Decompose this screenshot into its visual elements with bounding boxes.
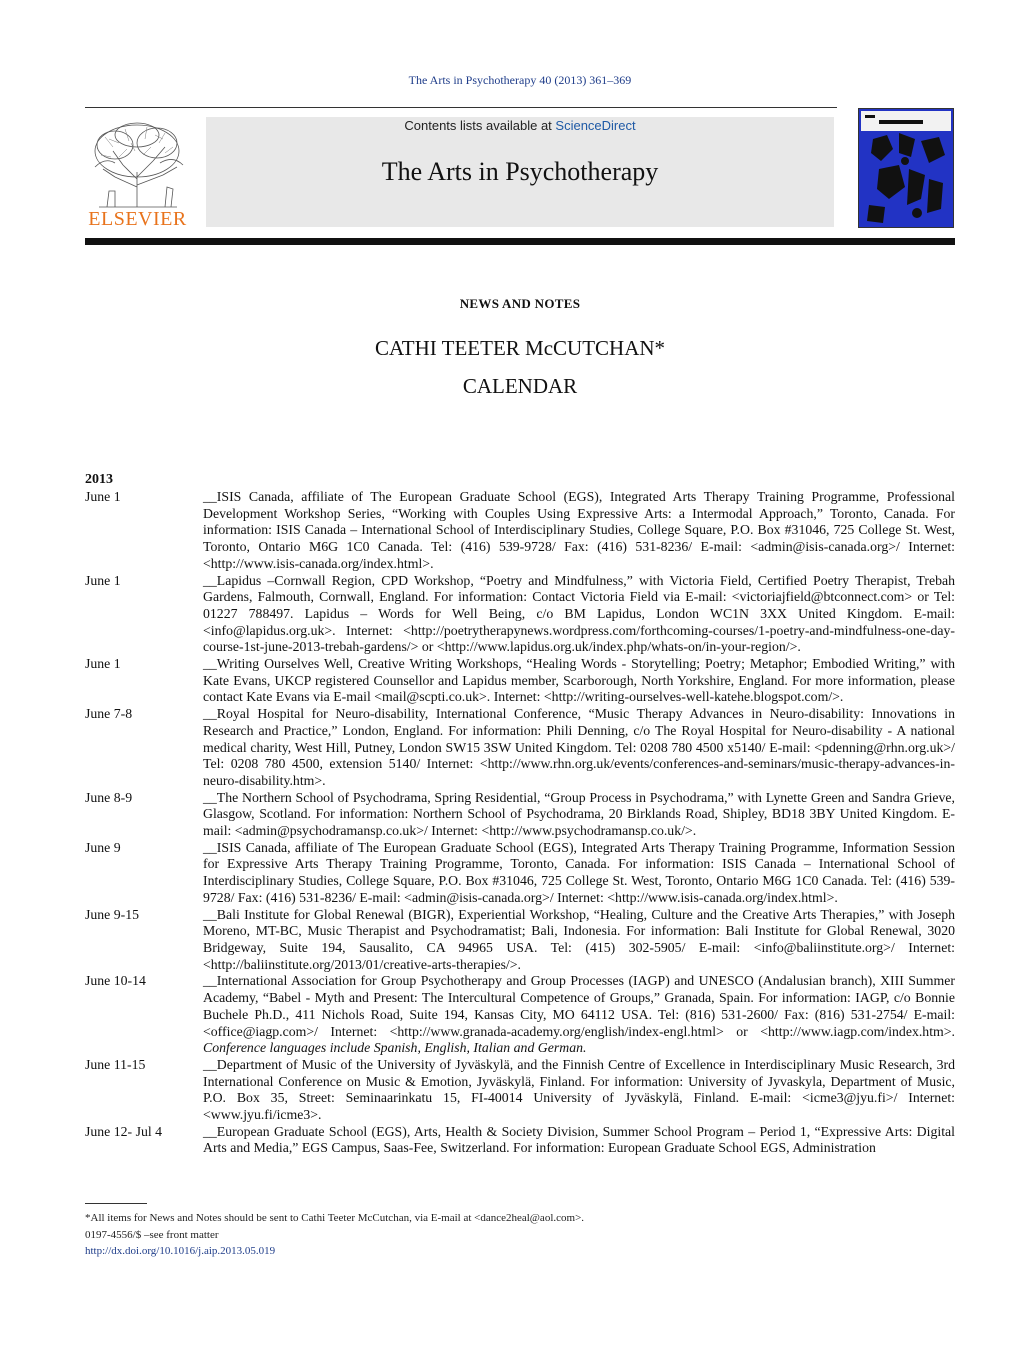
entry-note: Conference languages include Spanish, English, Italian and German. — [203, 1040, 587, 1056]
contents-line — [206, 118, 834, 133]
header-rule — [85, 107, 837, 108]
contents-prefix: Contents lists available at — [404, 118, 556, 133]
entry-date: June 11-15 — [85, 1056, 146, 1072]
calendar-entries — [85, 489, 955, 1157]
entry-text: __Royal Hospital for Neuro-disability, International Conference, “Music Therapy Advances in Neuro-disability: Innovations in Research and Practice,” London, England. For information: Phili Denning, c/o The Royal Hospital for Neuro-disability - A national medical charity, West Hill, Putney, London SW15 3SW United Kingdom. Tel: 0208 780 4500 x5140/ E-mail: <pdenning@rhn.org.uk>/ Tel: 0208 780 4500, extension 5140/ Internet: <http://www.rhn.org.uk/events/conferences-and-seminars/music-therapy-advances-in-neuro-disability.htm>. — [203, 706, 955, 788]
entry-text: __Writing Ourselves Well, Creative Writing Workshops, “Healing Words - Storytelling; Poetry; Metaphor; Embodied Writing,” with Kate Evans, UKCP registered Counsellor and Lapidus member, Scarborough, North Yorkshire, England. For more information, please contact Kate Evans via E-mail <mail@scpti.co.uk>. Internet: <http://writing-ourselves-well-katehe.blogspot.com/>. — [203, 656, 955, 705]
article-author: CATHI TEETER McCUTCHAN* — [374, 336, 666, 360]
entry-date: June 7-8 — [85, 706, 133, 722]
entry-text: __Lapidus –Cornwall Region, CPD Workshop, “Poetry and Mindfulness,” with Victoria Field, Certified Poetry Therapist, Trebah Gardens, Falmouth, Cornwall, England. For information: Contact Victoria Field via E-mail: <victoriajfield@btconnect.com> or Tel: 01227 788497. Lapidus – Words for Well Being, c/o BM Lapidus, London WC1N 3XX United Kingdom. E-mail: <info@lapidus.org.uk>. Internet: <http://poetrytherapynews.wordpress.com/forthcoming-courses/1-poetry-and-mindfulness-one-day-course-1st-june-2013-trebah-gardens/> or <http://www.lapidus.org.uk/index.php/whats-on/in-your-region/>. — [203, 572, 955, 655]
doi-link[interactable]: http://dx.doi.org/10.1016/j.aip.2013.05.019 — [85, 1245, 276, 1257]
entry-text — [203, 973, 955, 1057]
entry-text: __ISIS Canada, affiliate of The European Graduate School (EGS), Integrated Arts Therapy Training Programme, Information Session for Expressive Arts Therapy Training Programme, Toronto, Canada. For information: ISIS Canada – International School of Interdisciplinary Studies, College Square, P.O. Box #31046, 725 College St. West, Toronto, Ontario M6G 1C0 Canada. Tel: (416) 539-9728/ Fax: (416) 531-8236/ E-mail: <admin@isis-canada.org>/ Internet: <http://www.isis-canada.org/index.html>. — [203, 839, 955, 905]
entry-text: __The Northern School of Psychodrama, Spring Residential, “Group Process in Psychodrama,” with Lynette Green and Sandra Grieve, Glasgow, Scotland. For information: Northern School of Psychodrama, 20 Birklands Road, Shipley, BD18 3BY United Kingdom. E-mail: <admin@psychodramansp.co.uk>/ Internet: <http://www.psychodramansp.co.uk/>. — [203, 789, 955, 839]
calendar-year: 2013 — [85, 472, 113, 487]
calendar-entry — [85, 573, 955, 657]
journal-title: The Arts in Psychotherapy — [381, 157, 659, 186]
entry-date: June 1 — [85, 489, 121, 504]
calendar-entry — [85, 907, 955, 974]
entry-text: __ISIS Canada, affiliate of The European Graduate School (EGS), Integrated Arts Therapy Training Programme, Professional Development Workshop Series, “Working with Couples Using Expressive Arts: a Intermodal Approach,” Toronto, Canada. For information: ISIS Canada – International School of Interdisciplinary Studies, College Square, P.O. Box #31046, 725 College St. West, Toronto, Ontario M6G 1C0 Canada. Tel: (416) 539-9728/ Fax: (416) 531-8236/ E-mail: <admin@isis-canada.org>/ Internet: <http://www.isis-canada.org/index.html>. — [203, 489, 955, 571]
publisher-logo-text: ELSEVIER — [88, 208, 187, 230]
article-title: CALENDAR — [462, 374, 578, 398]
journal-reference[interactable]: The Arts in Psychotherapy 40 (2013) 361–369 — [408, 73, 632, 87]
calendar-entry — [85, 706, 955, 790]
journal-cover-image — [858, 108, 954, 228]
calendar-entry — [85, 1124, 955, 1157]
entry-date: June 10-14 — [85, 973, 146, 989]
entry-date: June 9-15 — [85, 906, 140, 922]
entry-text: __Bali Institute for Global Renewal (BIGR), Experiential Workshop, “Healing, Culture and the Creative Arts Therapies,” with Joseph Moreno, MT-BC, Music Therapist and Psychodramatist; Bali, Indonesia. For information: Bali Institute for Global Renewal, 3020 Bridgeway, Suite 194, Sausalito, CA 94965 USA. Tel: (415) 302-5905/ E-mail: <info@baliinstitute.org>/ Internet: <http://baliinstitute.org/2013/01/creative-arts-therapies/>. — [203, 906, 955, 972]
calendar-entry — [85, 1057, 955, 1124]
entry-date: June 8-9 — [85, 789, 133, 805]
entry-date: June 1 — [85, 656, 121, 672]
calendar-entry — [85, 790, 955, 840]
header-divider — [85, 238, 955, 245]
entry-text: __Department of Music of the University of Jyväskylä, and the Finnish Centre of Excellence in Interdisciplinary Music Research, 3rd International Conference on Music & Emotion, Jyväskylä, Finland. For information: University of Jyvaskyla, Department of Music, P.O. Box 35, Street: Seminaarinkatu 15, FI-40014 University of Jyväskylä, Finland. E-mail: <icme3@jyu.fi>/ Internet: <www.jyu.fi/icme3>. — [203, 1056, 955, 1123]
calendar-entry — [85, 656, 955, 706]
sciencedirect-link[interactable]: ScienceDirect — [555, 118, 636, 133]
footnote-issn: 0197-4556/$ –see front matter — [85, 1229, 219, 1241]
section-heading: NEWS AND NOTES — [459, 296, 581, 311]
footnote-rule — [85, 1203, 147, 1204]
calendar-entry — [85, 840, 955, 907]
footnote-contact: *All items for News and Notes should be sent to Cathi Teeter McCutchan, via E-mail at <dance2heal@aol.com>. — [85, 1212, 585, 1224]
entry-date: June 12- Jul 4 — [85, 1123, 163, 1139]
entry-body: __International Association for Group Psychotherapy and Group Processes (IAGP) and UNESCO (Andalusian branch), XIII Summer Academy, “Babel - Myth and Present: The Intercultural Competence of Groups,” Granada, Spain. For information: IAGP, c/o Bonnie Buchele Ph.D., 411 Nichols Road, Suite 194, Kansas City, MO 64112 USA. Tel: (816) 531-2600/ Fax: (816) 531-2754/ E-mail: <office@iagp.com>/ Internet: <http://www.granada-academy.org/english/index-engl.html> or <http://www.iagp.com/index.htm>. — [203, 973, 955, 1039]
calendar-entry — [85, 489, 955, 573]
calendar-entry — [85, 973, 955, 1057]
entry-date: June 9 — [85, 839, 121, 855]
entry-text: __European Graduate School (EGS), Arts, Health & Society Division, Summer School Program – Period 1, “Expressive Arts: Digital Arts and Media,” EGS Campus, Saas-Fee, Switzerland. For information: European Graduate School EGS, Administration — [203, 1123, 955, 1156]
entry-date: June 1 — [85, 572, 121, 588]
